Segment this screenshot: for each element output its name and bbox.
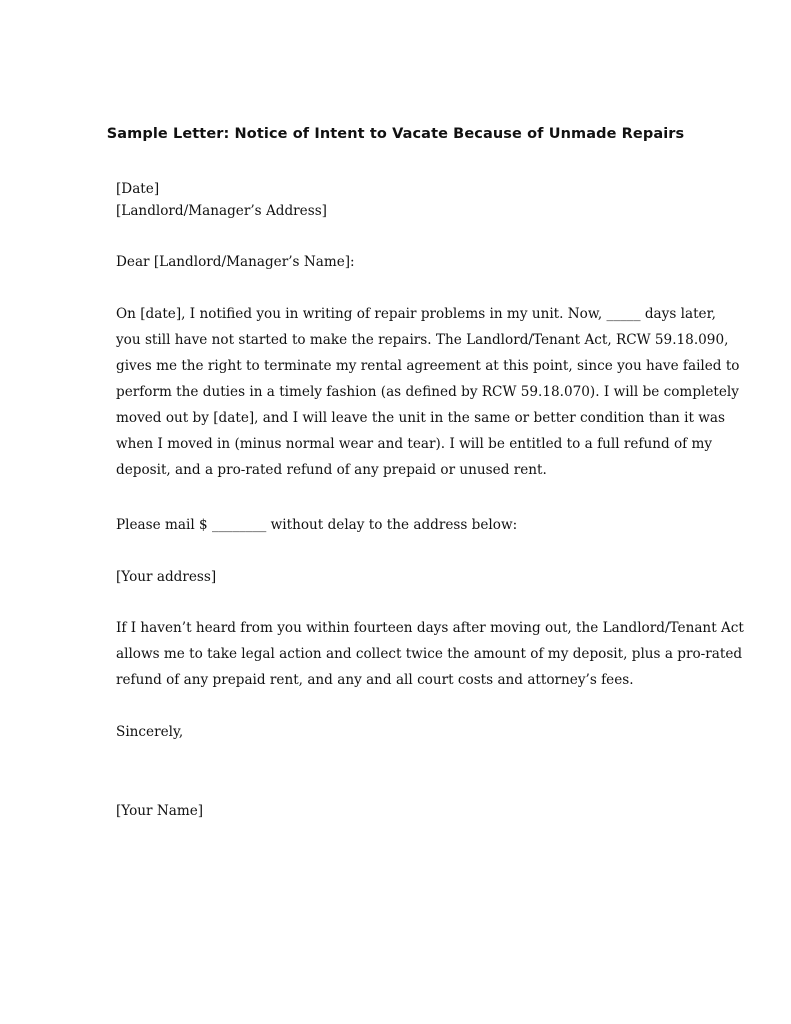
- paragraph-line: perform the duties in a timely fashion (as defined by RCW 59.18.070). I will be completely: [116, 384, 739, 400]
- paragraph-payment-request: Please mail $ ________ without delay to the address below:: [116, 517, 518, 533]
- salutation: Dear [Landlord/Manager’s Name]:: [116, 254, 355, 270]
- paragraph-line: you still have not started to make the repairs. The Landlord/Tenant Act, RCW 59.18.090,: [116, 332, 729, 348]
- paragraph-notice: [116, 301, 740, 483]
- paragraph-line: moved out by [date], and I will leave the unit in the same or better condition than it was: [116, 410, 725, 426]
- paragraph-line: refund of any prepaid rent, and any and all court costs and attorney’s fees.: [116, 672, 634, 688]
- paragraph-line: gives me the right to terminate my rental agreement at this point, since you have failed to: [116, 358, 740, 374]
- paragraph-line: On [date], I notified you in writing of repair problems in my unit. Now, _____ days later,: [116, 306, 716, 322]
- your-address-placeholder: [Your address]: [116, 569, 217, 585]
- paragraph-line: when I moved in (minus normal wear and tear). I will be entitled to a full refund of my: [116, 436, 713, 452]
- letter-header: [116, 178, 696, 222]
- date-placeholder: [Date]: [116, 181, 160, 197]
- paragraph-line: allows me to take legal action and collect twice the amount of my deposit, plus a pro-rated: [116, 646, 743, 662]
- paragraph-line: If I haven’t heard from you within fourteen days after moving out, the Landlord/Tenant Act: [116, 620, 744, 636]
- paragraph-legal-action: [116, 615, 744, 693]
- letter-title: Sample Letter: Notice of Intent to Vacate Because of Unmade Repairs: [106, 126, 685, 142]
- landlord-address-placeholder: [Landlord/Manager’s Address]: [116, 203, 327, 219]
- paragraph-line: deposit, and a pro-rated refund of any prepaid or unused rent.: [116, 462, 547, 478]
- signature-placeholder: [Your Name]: [116, 803, 204, 819]
- closing: Sincerely,: [116, 724, 184, 740]
